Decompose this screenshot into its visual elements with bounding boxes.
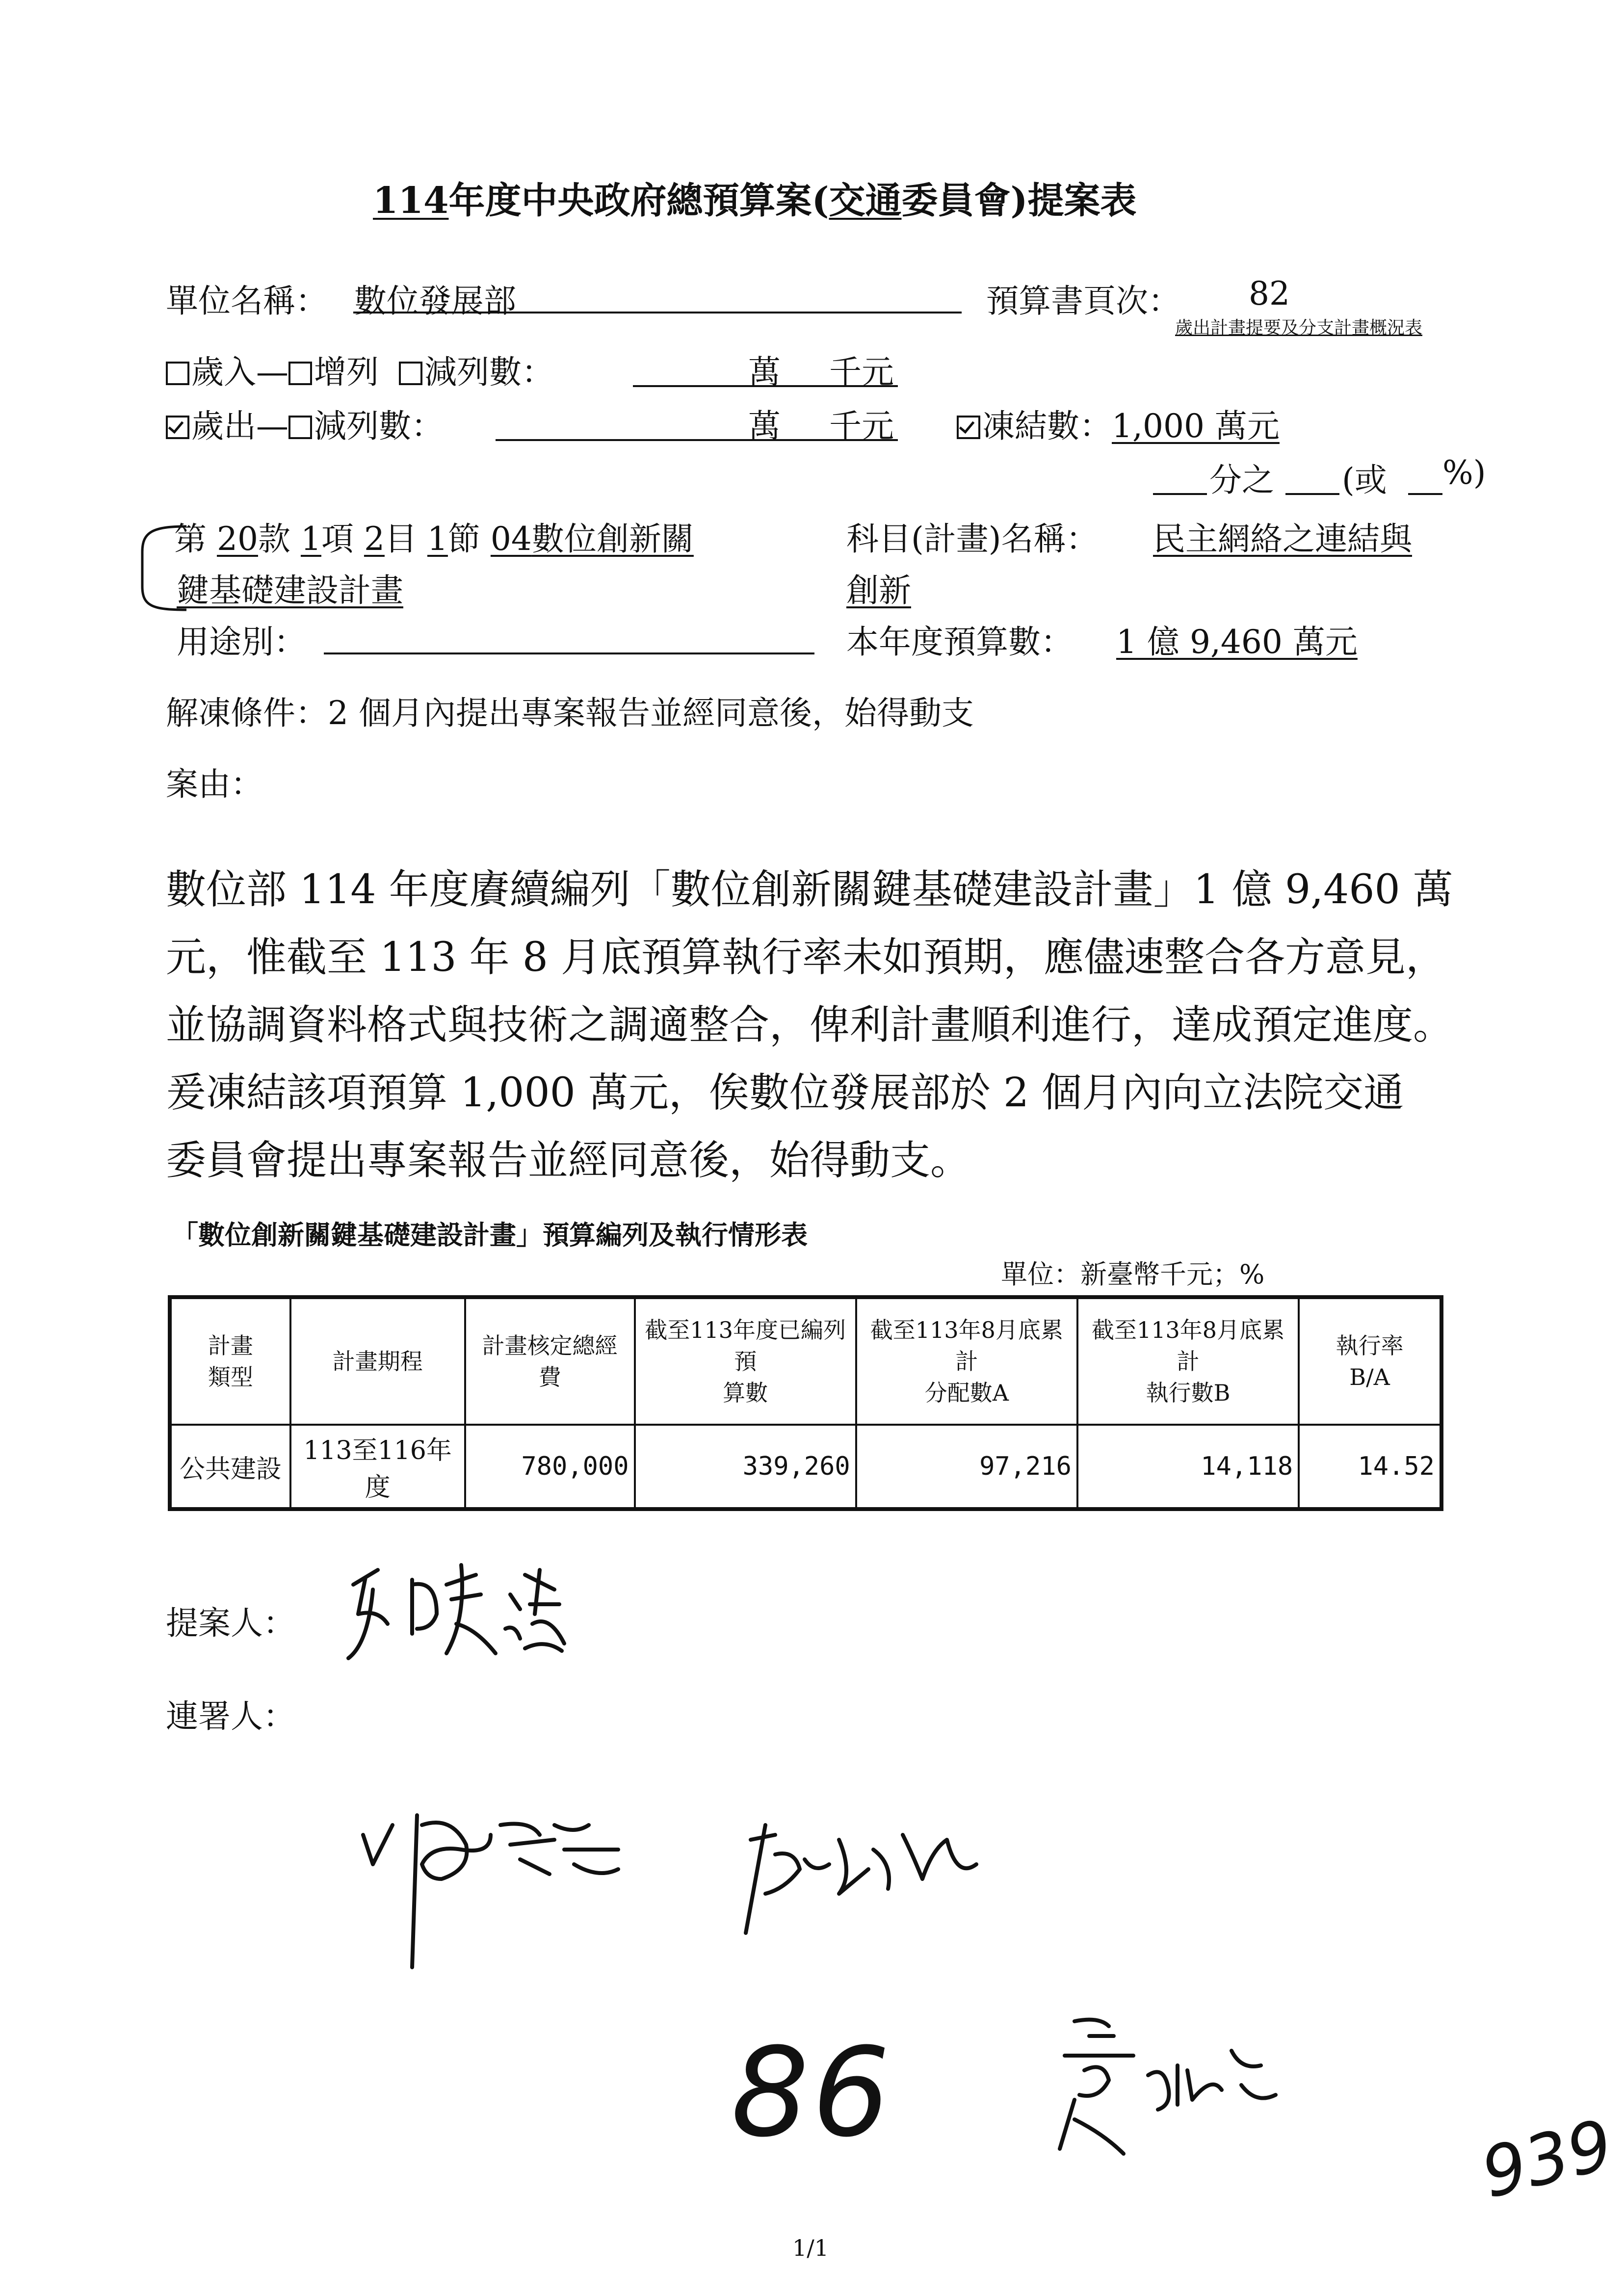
revenue-row: 歲入— 增列 減列數： xyxy=(166,346,554,392)
fraction-c: %) xyxy=(1442,454,1486,492)
page-number: 1/1 xyxy=(792,2235,829,2261)
header-total-approved: 計畫核定總經 費 xyxy=(465,1297,635,1425)
cell-total-approved: 780,000 xyxy=(465,1425,635,1509)
cosigner-signature-2 xyxy=(1045,2007,1281,2168)
reason-label: 案由： xyxy=(166,765,263,803)
release-condition: 解凍條件：2 個月內提出專案報告並經同意後，始得動支 xyxy=(166,694,974,732)
reason-line: 數位部 114 年度賡續編列「數位創新關鍵基礎建設計畫」1 億 9,460 萬 xyxy=(166,866,1453,913)
budget-page-label: 預算書頁次： xyxy=(986,282,1180,320)
stamp-number: 939 xyxy=(1474,2105,1621,2214)
cell-allocated-a: 97,216 xyxy=(856,1425,1077,1509)
reason-line: 爰凍結該項預算 1,000 萬元，俟數位發展部於 2 個月內向立法院交通 xyxy=(166,1070,1404,1116)
expense-row: 歲出— 減列數： xyxy=(166,400,444,446)
subject-value-line1: 民主網絡之連結與 xyxy=(1153,520,1412,558)
increase-checkbox[interactable] xyxy=(288,362,312,385)
unit-value: 數位發展部 xyxy=(354,282,516,320)
item-jie: 1 xyxy=(427,520,448,558)
unit-underline xyxy=(353,312,962,313)
cell-executed-b: 14,118 xyxy=(1077,1425,1299,1509)
header-budgeted-to-113: 截至113年度已編列預 算數 xyxy=(635,1297,856,1425)
table-title: 「數位創新關鍵基礎建設計畫」預算編列及執行情形表 xyxy=(172,1219,808,1251)
expense-checkbox[interactable] xyxy=(166,416,189,439)
freeze-checkbox[interactable] xyxy=(957,416,980,439)
header-plan-period: 計畫期程 xyxy=(290,1297,465,1425)
fraction-blank-3 xyxy=(1408,493,1442,495)
expense-qian: 千元 xyxy=(829,407,894,445)
title-committee: 交通 xyxy=(829,180,902,222)
expense-wan: 萬 xyxy=(748,407,781,445)
revenue-checkbox[interactable] xyxy=(166,362,189,385)
subject-label: 科目(計畫)名稱： xyxy=(846,520,1099,558)
budget-page-note: 歲出計畫提要及分支計畫概況表 xyxy=(1175,318,1423,338)
cell-execution-rate: 14.52 xyxy=(1299,1425,1441,1509)
proposer-signature xyxy=(339,1555,569,1668)
item-kuan: 20 xyxy=(216,520,258,558)
table-unit: 單位：新臺幣千元；% xyxy=(1001,1259,1265,1290)
reason-line: 並協調資料格式與技術之調適整合，俾利計畫順利進行，達成預定進度。 xyxy=(166,1002,1454,1048)
header-plan-type: 計畫 類型 xyxy=(170,1297,290,1425)
annual-budget-label: 本年度預算數： xyxy=(846,623,1073,661)
cell-budgeted-to-113: 339,260 xyxy=(635,1425,856,1509)
budget-table xyxy=(168,1295,1443,1511)
title-part1: 年度中央政府總預算案( xyxy=(448,180,829,222)
reason-line: 元，惟截至 113 年 8 月底預算執行率未如預期，應儘速整合各方意見， xyxy=(166,934,1446,981)
fraction-a: 分之 xyxy=(1209,461,1274,499)
reason-line: 委員會提出專案報告並經同意後，始得動支。 xyxy=(166,1137,971,1184)
revenue-wan: 萬 xyxy=(748,353,781,391)
cosigner-label: 連署人： xyxy=(166,1697,295,1735)
annual-budget-value: 1 億 9,460 萬元 xyxy=(1116,623,1358,661)
title-part2: 委員會)提案表 xyxy=(901,180,1137,222)
reason-body xyxy=(166,856,1453,1195)
freeze-field: 凍結數：1,000 萬元 xyxy=(957,400,1280,446)
item-name-line2: 鍵基礎建設計畫 xyxy=(177,572,403,609)
expense-decrease-checkbox[interactable] xyxy=(288,416,312,439)
item-line-1: 第 20款 1項 2目 1節 04數位創新關 xyxy=(174,520,694,558)
header-execution-rate: 執行率 B/A xyxy=(1299,1297,1441,1425)
handwritten-number: 86 xyxy=(731,2021,893,2164)
fraction-blank-2 xyxy=(1285,493,1339,495)
unit-label: 單位名稱： xyxy=(166,282,328,320)
item-xiang: 1 xyxy=(300,520,321,558)
proposer-label: 提案人： xyxy=(166,1604,295,1642)
table-header-row xyxy=(170,1297,1441,1425)
table-row xyxy=(170,1425,1441,1509)
subject-value-line2: 創新 xyxy=(846,572,911,609)
usage-underline xyxy=(324,652,814,654)
item-name-line1: 數位創新關 xyxy=(531,520,694,558)
revenue-qian: 千元 xyxy=(829,353,894,391)
fraction-b: (或 xyxy=(1342,461,1387,499)
cell-plan-type: 公共建設 xyxy=(170,1425,290,1509)
title-year: 114 xyxy=(373,180,449,222)
usage-label: 用途別： xyxy=(177,623,306,661)
decrease-checkbox[interactable] xyxy=(399,362,422,385)
header-allocated-a: 截至113年8月底累計 分配數A xyxy=(856,1297,1077,1425)
document-title xyxy=(373,172,1137,224)
freeze-value: 1,000 萬元 xyxy=(1112,407,1280,445)
budget-page-value: 82 xyxy=(1249,275,1290,313)
fraction-blank-1 xyxy=(1153,493,1207,495)
item-mu: 2 xyxy=(364,520,385,558)
item-code: 04 xyxy=(490,520,532,558)
header-executed-b: 截至113年8月底累計 執行數B xyxy=(1077,1297,1299,1425)
cell-plan-period: 113至116年度 xyxy=(290,1425,465,1509)
